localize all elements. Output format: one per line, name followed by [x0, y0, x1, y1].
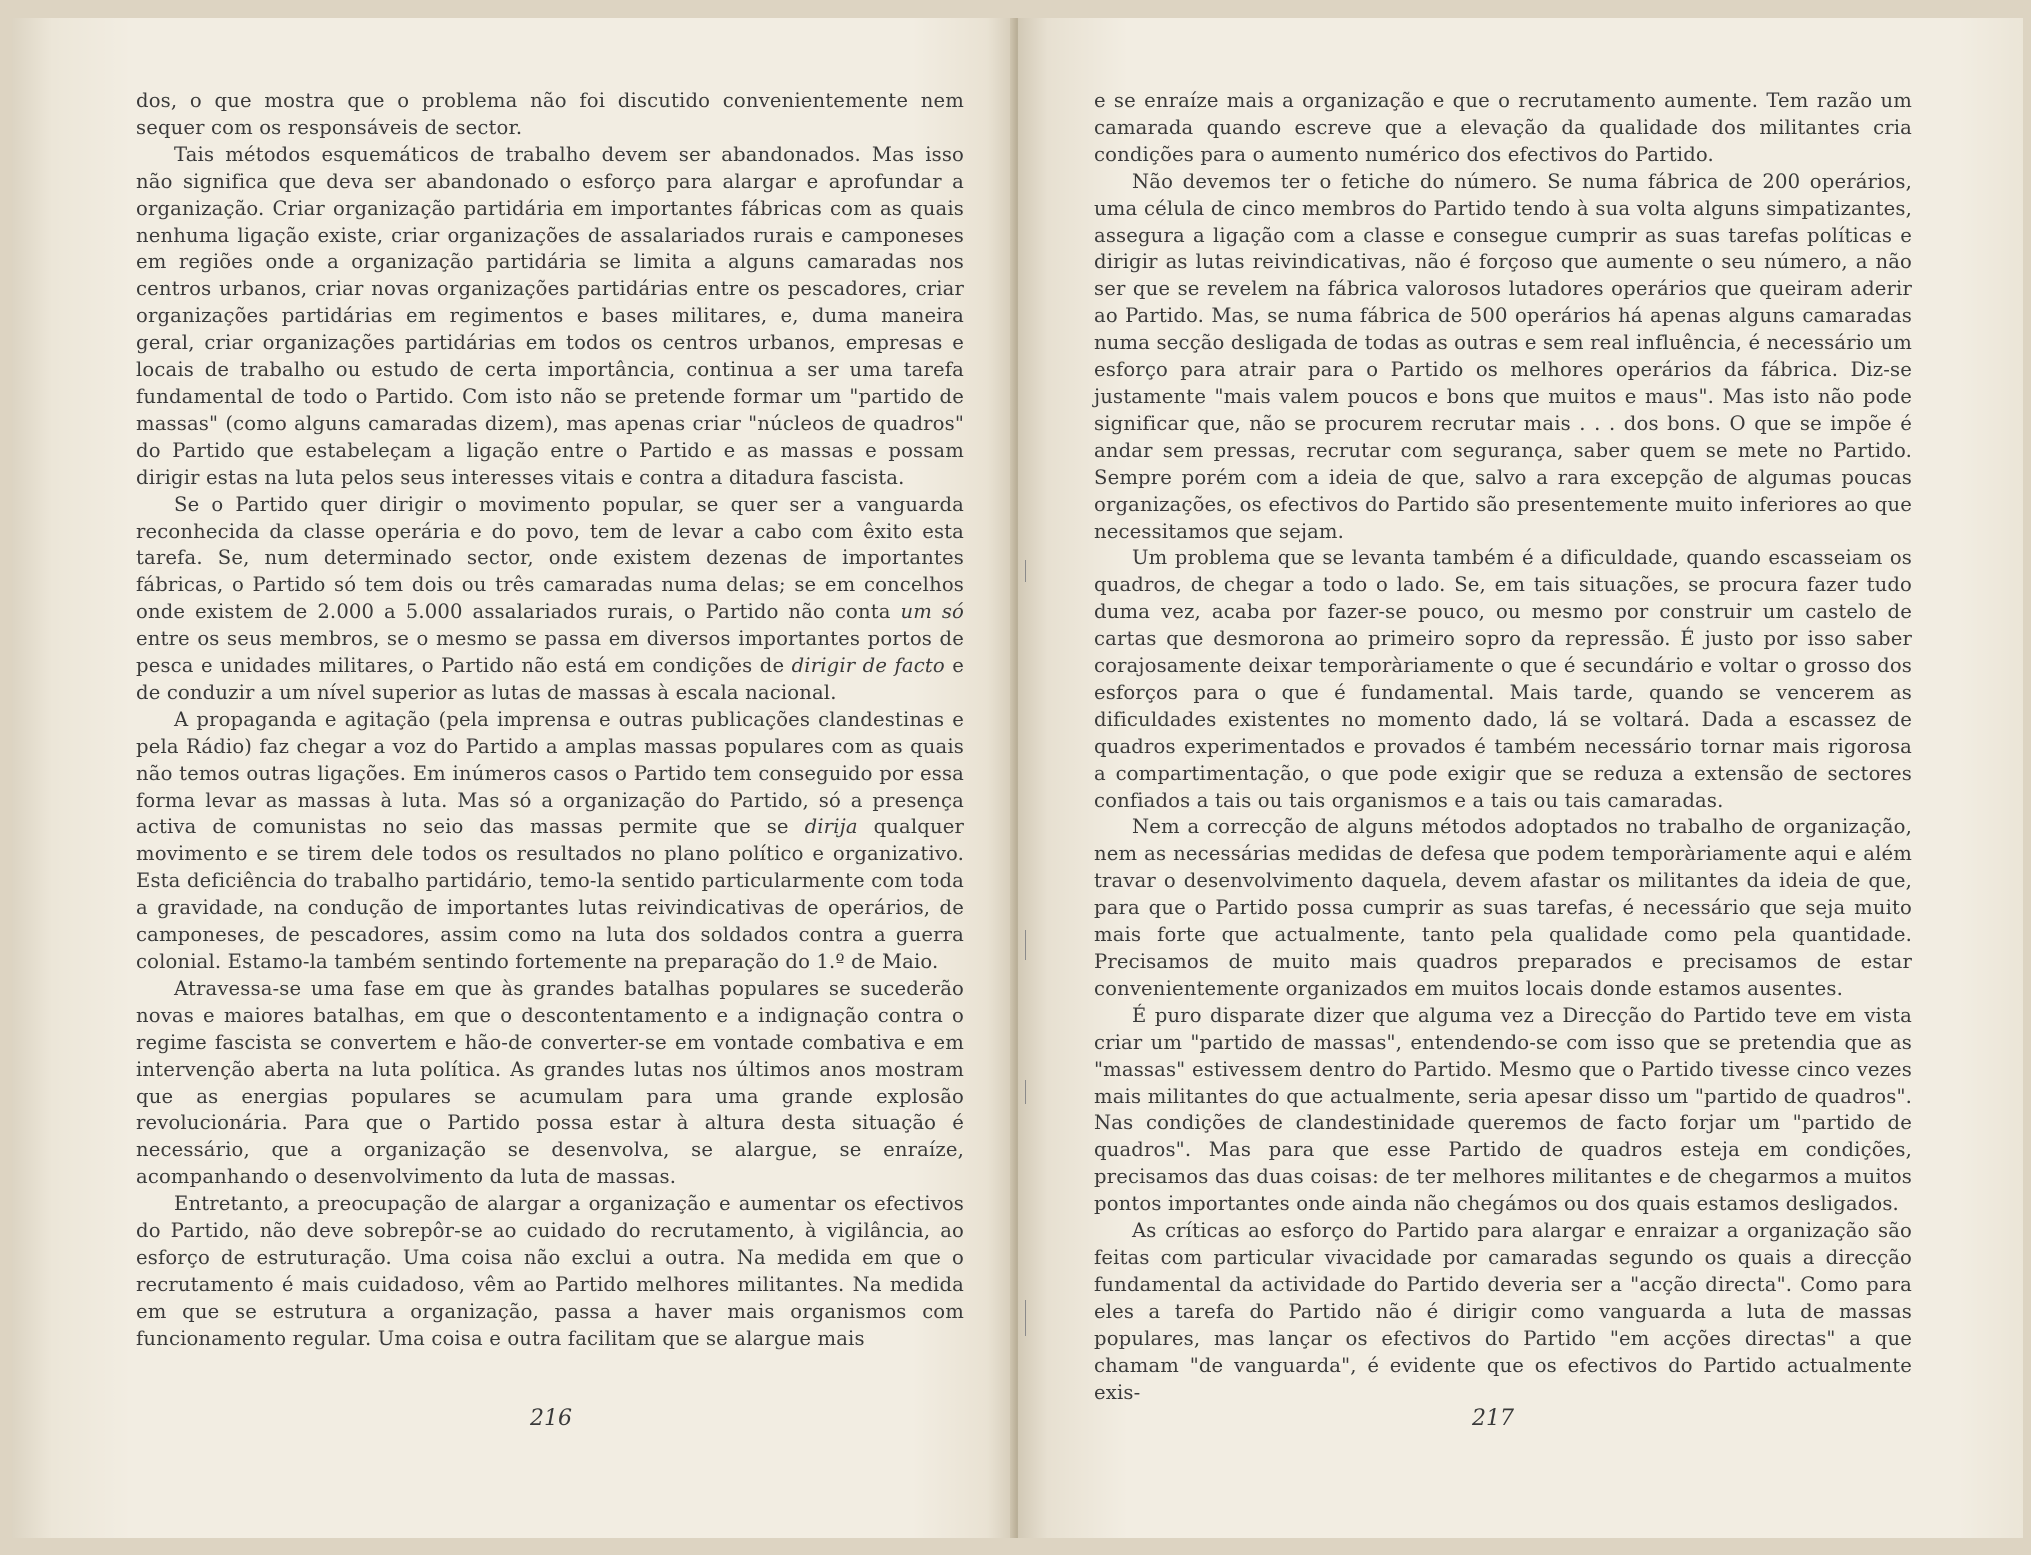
- paragraph: [1094, 169, 1912, 546]
- text-run: qualquer movimento e se tirem dele todos os resultados no plano político e organizativo. Esta deficiência do trabalho partidário, temo-la sentido particularmente com toda a gravidade, na condução de importantes lutas reivindicativas de operários, de camponeses, de pescadores, assim como na luta dos soldados contra a guerra colonial. Estamo-la também sentindo fortemente na preparação do 1.º de Maio.: [136, 815, 965, 973]
- text-run: dos, o que mostra que o problema não foi discutido convenientemente nem sequer com os responsáveis de sector.: [136, 89, 964, 139]
- left-page-number: 216: [530, 1406, 572, 1431]
- emphasis-text: um só: [900, 600, 964, 624]
- paragraph: [136, 707, 964, 976]
- text-run: Entretanto, a preocupação de alargar a organização e aumentar os efectivos do Partido, não deve sobrepôr-se ao cuidado do recrutamento, à vigilância, ao esforço de estruturação. Uma coisa não exclui a outra. Na medida em que o recrutamento é mais cuidadoso, vêm ao Partido melhores militantes. Na medida em que se estrutura a organização, passa a haver mais organismos com funcionamento regular. Uma coisa e outra facilitam que se alargue mais: [136, 1192, 964, 1350]
- right-page-number: 217: [1472, 1406, 1514, 1431]
- right-page-text: [1094, 88, 1912, 1406]
- text-run: Se o Partido quer dirigir o movimento popular, se quer ser a vanguarda reconhecida da classe operária e do povo, tem de levar a cabo com êxito esta tarefa. Se, num determinado sector, onde existem dezenas de importantes fábricas, o Partido só tem dois ou três camaradas numa delas; se em concelhos onde existem de 2.000 a 5.000 assalariados rurais, o Partido não conta: [136, 492, 964, 624]
- text-run: Nem a correcção de alguns métodos adoptados no trabalho de organização, nem as necessárias medidas de defesa que podem temporàriamente aqui e além travar o desenvolvimento daquela, devem afastar os militantes da ideia de que, para que o Partido possa cumprir as suas tarefas, é necessário que seja muito mais forte que actualmente, tanto pela qualidade como pela quantidade. Precisamos de muito mais quadros preparados e precisamos de estar convenientemente organizados em muitos locais donde estamos ausentes.: [1094, 815, 1912, 1000]
- paragraph: [136, 88, 964, 142]
- text-run: As críticas ao esforço do Partido para alargar e enraizar a organização são feitas com particular vivacidade por camaradas segundo os quais a direcção fundamental da actividade do Partido deveria ser a "acção directa". Como para eles a tarefa do Partido não é dirigir como vanguarda a luta de massas populares, mas lançar os efectivos do Partido "em acções directas" a que chamam "de vanguarda", é evidente que os efectivos do Partido actualmente exis-: [1094, 1219, 1912, 1404]
- margin-mark: [1025, 1300, 1026, 1336]
- paragraph: [1094, 88, 1912, 169]
- left-page-text: [136, 88, 964, 1353]
- margin-mark: [1025, 1080, 1026, 1104]
- paragraph: [136, 1191, 964, 1352]
- paragraph: [1094, 814, 1912, 1002]
- margin-mark: [1025, 560, 1026, 582]
- paragraph: [1094, 1003, 1912, 1218]
- paragraph: [136, 976, 964, 1191]
- text-run: e se enraíze mais a organização e que o recrutamento aumente. Tem razão um camarada quando escreve que a elevação da qualidade dos militantes cria condições para o aumento numérico dos efectivos do Partido.: [1094, 89, 1912, 166]
- text-run: e de conduzir a um nível superior as lutas de massas à escala nacional.: [136, 654, 964, 704]
- text-run: A propaganda e agitação (pela imprensa e outras publicações clandestinas e pela Rádio) faz chegar a voz do Partido a amplas massas populares com as quais não temos outras ligações. Em inúmeros casos o Partido tem conseguido por essa forma levar as massas à luta. Mas só a organização do Partido, só a presença activa de comunistas no seio das massas permite que se: [136, 707, 964, 839]
- paragraph: [136, 492, 964, 707]
- text-run: Tais métodos esquemáticos de trabalho devem ser abandonados. Mas isso não significa que deva ser abandonado o esforço para alargar e aprofundar a organização. Criar organização partidária em importantes fábricas com as quais nenhuma ligação existe, criar organizações de assalariados rurais e camponeses em regiões onde a organização partidária se limita a alguns camaradas nos centros urbanos, criar novas organizações partidárias entre os pescadores, criar organizações partidárias em regimentos e bases militares, e, duma maneira geral, criar organizações partidárias em todos os centros urbanos, empresas e locais de trabalho ou estudo de certa importância, continua a ser uma tarefa fundamental de todo o Partido. Com isto não se pretende formar um "partido de massas" (como alguns camaradas dizem), mas apenas criar "núcleos de quadros" do Partido que estabeleçam a ligação entre o Partido e as massas e possam dirigir estas na luta pelos seus interesses vitais e contra a ditadura fascista.: [136, 142, 964, 489]
- margin-mark: [1025, 930, 1026, 960]
- paragraph: [1094, 545, 1912, 814]
- text-run: entre os seus membros, se o mesmo se passa em diversos importantes portos de pesca e unidades militares, o Partido não está em condições de: [136, 627, 964, 678]
- left-page: [12, 18, 1015, 1538]
- text-run: É puro disparate dizer que alguma vez a Direcção do Partido teve em vista criar um "partido de massas", entendendo-se com isso que se pretendia que as "massas" estivessem dentro do Partido. Mesmo que o Partido tivesse cinco vezes mais militantes do que actualmente, seria apesar disso um "partido de quadros". Nas condições de clandestinidade queremos de facto forjar um "partido de quadros". Mas para que esse Partido de quadros esteja em condições, precisamos das duas coisas: de ter melhores militantes e de chegarmos a muitos pontos importantes onde ainda não chegámos ou dos quais estamos desligados.: [1094, 1003, 1912, 1216]
- text-run: Não devemos ter o fetiche do número. Se numa fábrica de 200 operários, uma célula de cinco membros do Partido tendo à sua volta alguns simpatizantes, assegura a ligação com a classe e consegue cumprir as suas tarefas políticas e dirigir as lutas reivindicativas, não é forçoso que aumente o seu número, a não ser que se revelem na fábrica valorosos lutadores operários que queiram aderir ao Partido. Mas, se numa fábrica de 500 operários há apenas alguns camaradas numa secção desligada de todas as outras e sem real influência, é necessário um esforço para atrair para o Partido os melhores operários da fábrica. Diz-se justamente "mais valem poucos e bons que muitos e maus". Mas isto não pode significar que, não se procurem recrutar mais . . . dos bons. O que se impõe é andar sem pressas, recrutar com segurança, saber quem se mete no Partido. Sempre porém com a ideia de que, salvo a rara excepção de algumas poucas organizações, os efectivos do Partido são presentemente muito inferiores ao que necessitamos que sejam.: [1094, 169, 1912, 543]
- paragraph: [136, 142, 964, 492]
- emphasis-text: dirigir de facto: [791, 654, 945, 678]
- text-run: Atravessa-se uma fase em que às grandes batalhas populares se sucederão novas e maiores batalhas, em que o descontentamento e a indignação contra o regime fascista se convertem e hão-de converter-se em vontade combativa e em intervenção aberta na luta política. As grandes lutas nos últimos anos mostram que as energias populares se acumulam para uma grande explosão revolucionária. Para que o Partido possa estar à altura desta situação é necessário, que a organização se desenvolva, se alargue, se enraíze, acompanhando o desenvolvimento da luta de massas.: [136, 976, 964, 1189]
- text-run: Um problema que se levanta também é a dificuldade, quando escasseiam os quadros, de chegar a todo o lado. Se, em tais situações, se procura fazer tudo duma vez, acaba por fazer-se pouco, ou mesmo por construir um castelo de cartas que desmorona ao primeiro sopro da repressão. É justo por isso saber corajosamente deixar temporàriamente o que é secundário e voltar o grosso dos esforços para o que é fundamental. Mais tarde, quando se vencerem as dificuldades existentes no momento dado, lá se voltará. Dada a escassez de quadros experimentados e provados é também necessário tornar mais rigorosa a compartimentação, o que pode exigir que se reduza a extensão de sectores confiados a tais ou tais organismos e a tais ou tais camaradas.: [1094, 546, 1912, 812]
- emphasis-text: dirija: [804, 815, 858, 839]
- paragraph: [1094, 1218, 1912, 1406]
- right-page: [1018, 18, 2023, 1538]
